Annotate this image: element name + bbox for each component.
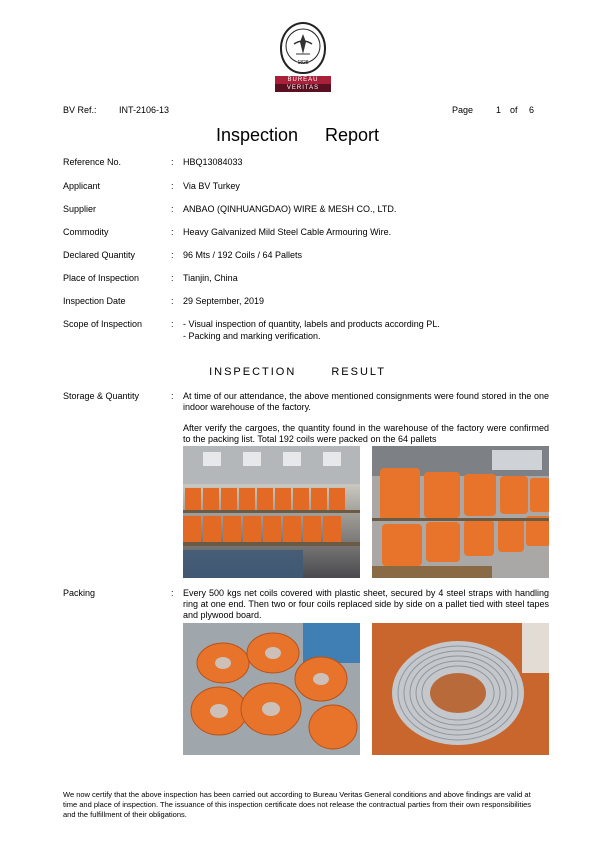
- field-value-supplier: ANBAO (QINHUANGDAO) WIRE & MESH CO., LTD.: [183, 204, 397, 214]
- field-colon: :: [171, 227, 174, 237]
- logo-band-bottom: VERITAS: [275, 84, 331, 92]
- page-title: Inspection Report: [215, 125, 380, 145]
- packing-label: Packing: [63, 588, 96, 598]
- page-of: of: [510, 105, 518, 115]
- bv-ref-value: INT-2106-13: [119, 105, 170, 115]
- logo-year: 1828: [297, 60, 309, 66]
- field-value-scope-1: - Visual inspection of quantity, labels and products according PL.: [183, 319, 440, 329]
- section-heading: INSPECTION RESULT: [209, 366, 386, 378]
- logo-band-top: BUREAU: [275, 76, 331, 84]
- field-label-commodity: Commodity: [63, 227, 109, 237]
- field-value-scope-2: - Packing and marking verification.: [183, 331, 321, 341]
- page-current: 1: [496, 105, 502, 115]
- packing-colon: :: [171, 588, 174, 598]
- field-colon: :: [171, 273, 174, 283]
- storage-label: Storage & Quantity: [63, 391, 140, 401]
- field-label-scope: Scope of Inspection: [63, 319, 143, 329]
- field-value-place: Tianjin, China: [183, 273, 238, 283]
- field-label-quantity: Declared Quantity: [63, 250, 136, 260]
- certification-footer: We now certify that the above inspection has been carried out according to Bureau Veritas General conditions and above findings are valid at time and place of inspection. The issuance of this inspection certificate does not release the contractual parties from their own responsibilities and the fulfillment of their obligations.: [63, 790, 532, 819]
- field-value-applicant: Via BV Turkey: [183, 181, 240, 191]
- field-value-reference: HBQ13084033: [183, 157, 243, 167]
- field-label-place: Place of Inspection: [63, 273, 140, 283]
- coils-photo-1: [183, 623, 360, 755]
- field-label-date: Inspection Date: [63, 296, 126, 306]
- page-total: 6: [529, 105, 535, 115]
- field-value-quantity: 96 Mts / 192 Coils / 64 Pallets: [183, 250, 303, 260]
- field-colon: :: [171, 204, 174, 214]
- page-label: Page: [452, 105, 474, 115]
- field-colon: :: [171, 296, 174, 306]
- storage-paragraph-1: At time of our attendance, the above mentioned consignments were found stored in the one indoor warehouse of the factory.: [183, 391, 549, 412]
- field-label-applicant: Applicant: [63, 181, 101, 191]
- warehouse-photo-1: [183, 446, 360, 578]
- field-colon: :: [171, 319, 174, 329]
- field-label-supplier: Supplier: [63, 204, 97, 214]
- bv-ref-label: BV Ref.:: [63, 105, 97, 115]
- seal-icon: [280, 22, 326, 74]
- storage-colon: :: [171, 391, 174, 401]
- packing-paragraph: Every 500 kgs net coils covered with plastic sheet, secured by 4 steel straps with handling ring at one end. Then two or four coils replaced side by side on a pallet tied with steel tapes and plywood board.: [183, 588, 549, 620]
- field-colon: :: [171, 181, 174, 191]
- bureau-veritas-logo: [275, 22, 331, 102]
- field-value-commodity: Heavy Galvanized Mild Steel Cable Armouring Wire.: [183, 227, 392, 237]
- field-label-reference: Reference No.: [63, 157, 122, 167]
- field-colon: :: [171, 250, 174, 260]
- field-value-date: 29 September, 2019: [183, 296, 265, 306]
- coils-photo-2: [372, 623, 549, 755]
- warehouse-photo-2: [372, 446, 549, 578]
- storage-paragraph-2: After verify the cargoes, the quantity found in the warehouse of the factory were confirmed to the packing list. Total 192 coils were packed on the 64 pallets: [183, 423, 549, 444]
- field-colon: :: [171, 157, 174, 167]
